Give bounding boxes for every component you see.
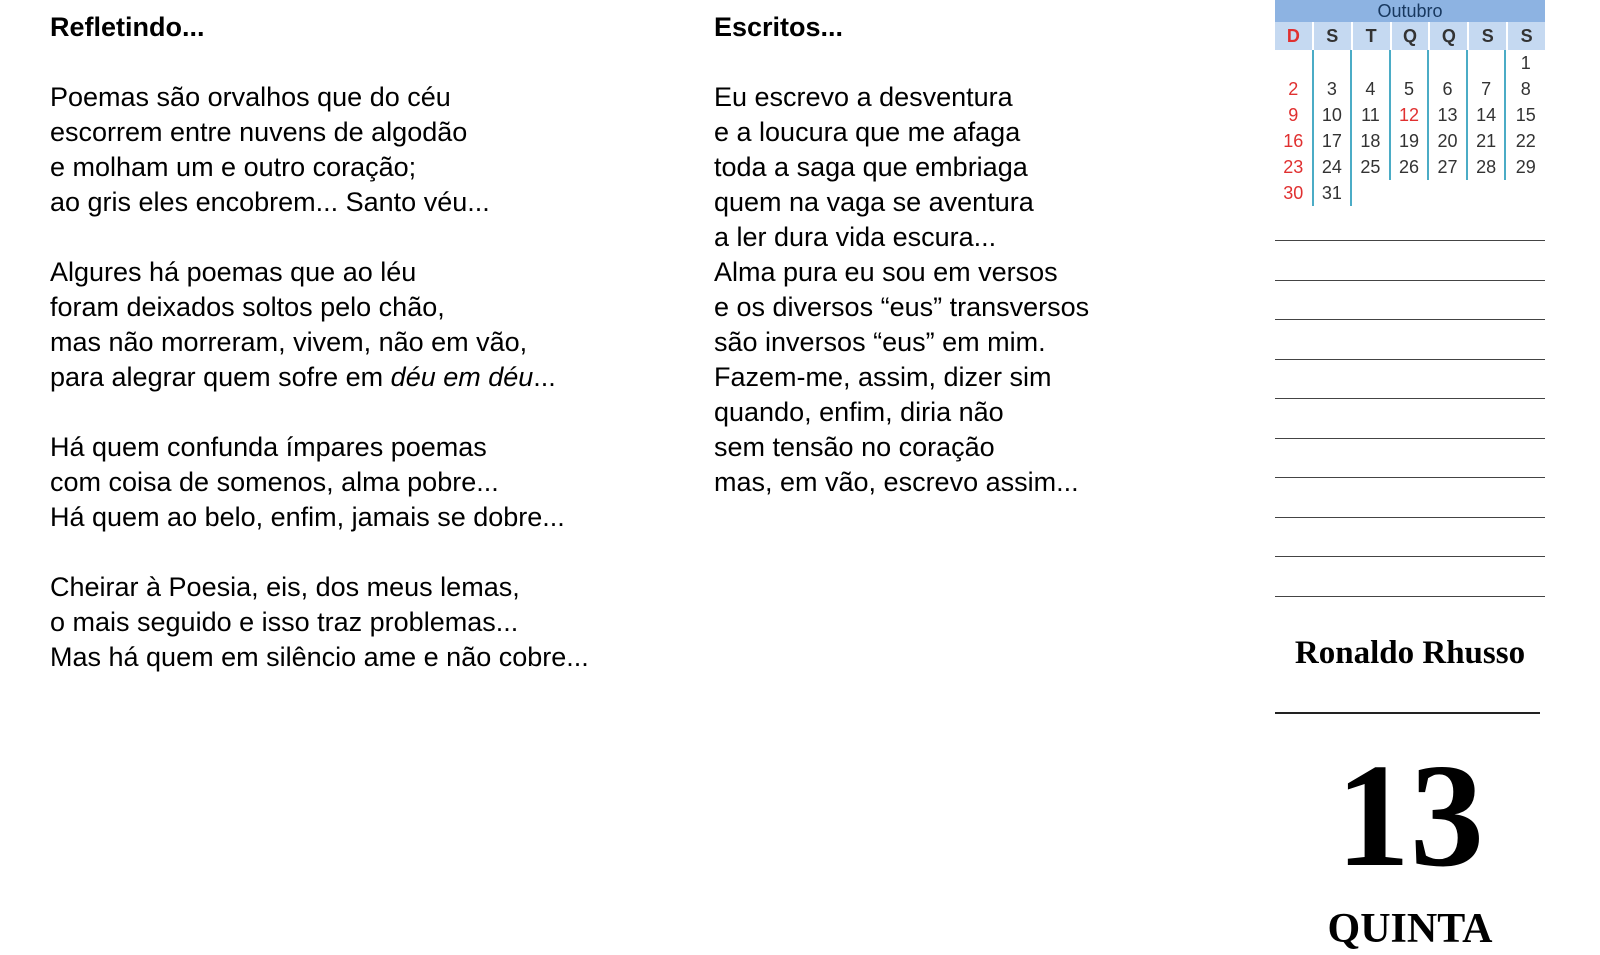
- calendar-day: [1275, 50, 1314, 76]
- calendar-day: 18: [1352, 128, 1391, 154]
- poem-line-text: mas não morreram, vivem, não em vão,: [50, 327, 528, 357]
- note-line: [1275, 359, 1545, 360]
- poem-escritos: [714, 10, 1194, 500]
- author-name: Ronaldo Rhusso: [1294, 635, 1526, 671]
- calendar-day: [1352, 180, 1391, 206]
- calendar-day: 14: [1468, 102, 1507, 128]
- poem-line-text: Cheirar à Poesia, eis, dos meus lemas,: [50, 572, 520, 602]
- poem-line: [50, 185, 680, 220]
- author-divider: [1275, 712, 1540, 714]
- calendar-day: 17: [1314, 128, 1353, 154]
- stanza-gap: [50, 395, 680, 430]
- calendar-day: 21: [1468, 128, 1507, 154]
- calendar-day: 6: [1429, 76, 1468, 102]
- calendar-day: 5: [1391, 76, 1430, 102]
- poem-line: [50, 255, 680, 290]
- line-suffix: ...: [533, 362, 556, 392]
- calendar-day: 20: [1429, 128, 1468, 154]
- poem-line: a ler dura vida escura...: [714, 222, 997, 252]
- poem-line: Eu escrevo a desventura: [714, 82, 1013, 112]
- note-line: [1275, 517, 1545, 518]
- calendar-day: 1: [1520, 53, 1531, 73]
- calendar-grid: [1275, 50, 1545, 206]
- poem-refletindo: [50, 10, 680, 675]
- stanza-gap: [50, 220, 680, 255]
- calendar-day: 4: [1352, 76, 1391, 102]
- calendar-day: [1506, 180, 1545, 206]
- poem-body: [714, 80, 1194, 500]
- poem-line: [50, 605, 680, 640]
- poem-line: são inversos “eus” em mim.: [714, 327, 1046, 357]
- note-line: [1275, 280, 1545, 281]
- poem-line: Fazem-me, assim, dizer sim: [714, 362, 1052, 392]
- calendar-day: 8: [1520, 79, 1531, 99]
- poem-line: [50, 150, 680, 185]
- calendar-day: [1429, 180, 1468, 206]
- calendar-day: 23: [1275, 154, 1314, 180]
- calendar-weekday: S: [1314, 22, 1353, 50]
- poem-line-text: Algures há poemas que ao léu: [50, 257, 417, 287]
- poem-line: [50, 465, 680, 500]
- calendar-day: 28: [1468, 154, 1507, 180]
- note-line: [1275, 240, 1545, 241]
- poem-line: quando, enfim, diria não: [714, 397, 1004, 427]
- poem-line: mas, em vão, escrevo assim...: [714, 467, 1079, 497]
- calendar-day: 30: [1275, 180, 1314, 206]
- calendar-month-title: Outubro: [1275, 0, 1545, 22]
- calendar-day: 19: [1391, 128, 1430, 154]
- poem-line: sem tensão no coração: [714, 432, 995, 462]
- calendar-weekday: S: [1508, 22, 1545, 50]
- poem-line: toda a saga que embriaga: [714, 152, 1028, 182]
- italic-phrase: déu em déu: [390, 362, 534, 392]
- poem-line: [50, 570, 680, 605]
- calendar-day: [1429, 50, 1468, 76]
- calendar-day: 7: [1468, 76, 1507, 102]
- calendar-day: 15: [1515, 105, 1536, 125]
- poem-title: Escritos...: [714, 12, 844, 42]
- poem-line-text: com coisa de somenos, alma pobre...: [50, 467, 499, 497]
- calendar-day: 10: [1314, 102, 1353, 128]
- poem-line: [50, 80, 680, 115]
- poem-line: [50, 640, 680, 675]
- note-line: [1275, 596, 1545, 597]
- note-line: [1275, 319, 1545, 320]
- poem-line-text: para alegrar quem sofre em: [50, 362, 391, 392]
- calendar-day: 31: [1314, 180, 1353, 206]
- note-line: [1275, 556, 1545, 557]
- calendar-day: 24: [1314, 154, 1353, 180]
- poem-line-text: Poemas são orvalhos que do céu: [50, 82, 451, 112]
- calendar-day: [1352, 50, 1391, 76]
- poem-line-text: Há quem ao belo, enfim, jamais se dobre...: [50, 502, 565, 532]
- day-name: QUINTA: [1327, 906, 1493, 952]
- note-line: [1275, 477, 1545, 478]
- calendar-weekday: T: [1353, 22, 1392, 50]
- poem-line-text: escorrem entre nuvens de algodão: [50, 117, 468, 147]
- calendar-day: 22: [1515, 131, 1536, 151]
- calendar-day: 25: [1352, 154, 1391, 180]
- calendar-day: 11: [1352, 102, 1391, 128]
- poem-line: [50, 290, 680, 325]
- calendar-day: [1391, 180, 1430, 206]
- poem-line-text: Mas há quem em silêncio ame e não cobre...: [50, 642, 589, 672]
- calendar-weekday: S: [1469, 22, 1508, 50]
- poem-line: [50, 500, 680, 535]
- calendar-day: 3: [1314, 76, 1353, 102]
- calendar-day: [1468, 50, 1507, 76]
- calendar-day: 9: [1275, 102, 1314, 128]
- note-line: [1275, 398, 1545, 399]
- note-line: [1275, 438, 1545, 439]
- calendar-day: 29: [1515, 157, 1536, 177]
- calendar-day: 26: [1391, 154, 1430, 180]
- stanza-gap: [50, 535, 680, 570]
- calendar-weekday: D: [1275, 22, 1314, 50]
- calendar-day: 16: [1275, 128, 1314, 154]
- poem-line: [50, 115, 680, 150]
- poem-line-text: Há quem confunda ímpares poemas: [50, 432, 487, 462]
- poem-title: Refletindo...: [50, 12, 205, 42]
- calendar-day: 2: [1275, 76, 1314, 102]
- calendar-weekday: Q: [1392, 22, 1431, 50]
- calendar-day: 12: [1391, 102, 1430, 128]
- poem-line-text: o mais seguido e isso traz problemas...: [50, 607, 519, 637]
- poem-line: [50, 360, 680, 395]
- poem-line: quem na vaga se aventura: [714, 187, 1034, 217]
- calendar-day: 27: [1429, 154, 1468, 180]
- poem-line: e os diversos “eus” transversos: [714, 292, 1090, 322]
- day-number: 13: [1336, 734, 1484, 898]
- poem-line: Alma pura eu sou em versos: [714, 257, 1058, 287]
- poem-body: [50, 80, 680, 675]
- calendar-day: [1468, 180, 1507, 206]
- poem-line-text: ao gris eles encobrem... Santo véu...: [50, 187, 490, 217]
- calendar-day: [1314, 50, 1353, 76]
- calendar-weekday-header: [1275, 22, 1545, 50]
- month-calendar: [1275, 0, 1545, 206]
- poem-line: [50, 430, 680, 465]
- calendar-day: 13: [1429, 102, 1468, 128]
- calendar-day: [1391, 50, 1430, 76]
- poem-line-text: foram deixados soltos pelo chão,: [50, 292, 445, 322]
- poem-line-text: e molham um e outro coração;: [50, 152, 417, 182]
- poem-line: e a loucura que me afaga: [714, 117, 1021, 147]
- poem-line: [50, 325, 680, 360]
- calendar-weekday: Q: [1430, 22, 1469, 50]
